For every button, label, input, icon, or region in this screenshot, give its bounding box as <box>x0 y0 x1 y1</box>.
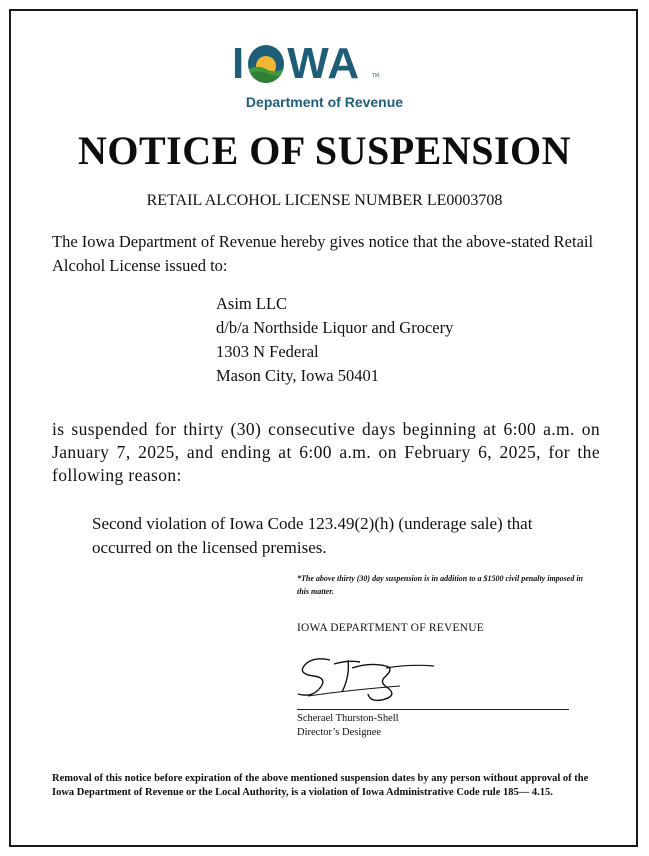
notice-title: NOTICE OF SUSPENSION <box>77 128 572 173</box>
logo-letters-wa: WA <box>287 39 361 88</box>
licensee-street: 1303 N Federal <box>216 342 319 361</box>
issuing-authority: IOWA DEPARTMENT OF REVENUE <box>297 622 484 634</box>
department-name: Department of Revenue <box>245 94 404 110</box>
license-number-line: RETAIL ALCOHOL LICENSE NUMBER LE0003708 <box>146 192 503 209</box>
signer-block <box>297 712 399 740</box>
licensee-city: Mason City, Iowa 50401 <box>216 366 380 385</box>
iowa-logo <box>232 39 361 88</box>
logo-sun-o-icon <box>247 44 285 84</box>
suspension-paragraph: is suspended for thirty (30) consecutive days beginning at 6:00 a.m. on January 7, 2025, and ending at 6:00 a.m. on February 6, 2025, for the following reason: <box>52 419 600 485</box>
signer-title: Director’s Designee <box>297 727 382 738</box>
trademark-symbol: TM <box>372 73 380 79</box>
civil-penalty-note: *The above thirty (30) day suspension is in addition to a $1500 civil penalty imposed in this matter. <box>297 574 584 596</box>
logo-letter-i: I <box>232 39 246 88</box>
licensee-dba: d/b/a Northside Liquor and Grocery <box>216 318 454 337</box>
intro-paragraph: The Iowa Department of Revenue hereby gives notice that the above-stated Retail Alcohol License issued to: <box>52 232 594 275</box>
licensee-name: Asim LLC <box>216 294 288 313</box>
signer-name: Scherael Thurston-Shell <box>297 713 399 724</box>
licensee-address <box>216 292 453 388</box>
suspension-reason: Second violation of Iowa Code 123.49(2)(h) (underage sale) that occurred on the licensed premises. <box>92 514 533 557</box>
signature-line <box>297 709 569 710</box>
signature-image <box>290 646 440 706</box>
removal-warning: Removal of this notice before expiration of the above mentioned suspension dates by any person without approval of the Iowa Department of Revenue or the Local Authority, is a violation of Iowa Administrative Code rule 185— 4.15. <box>52 773 589 798</box>
